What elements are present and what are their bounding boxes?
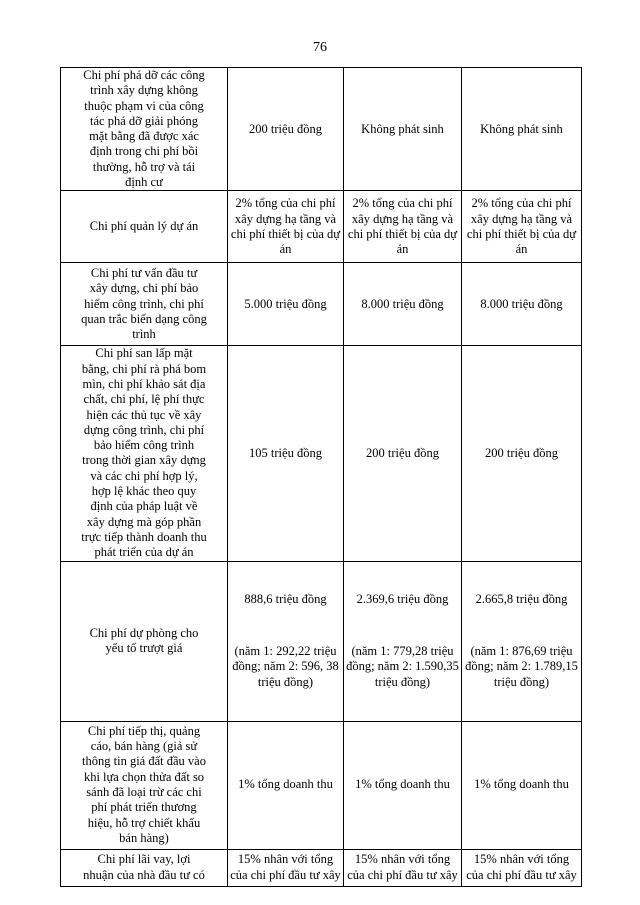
value-cell-option-2: Không phát sinh — [344, 68, 462, 191]
cost-item-cell: Chi phí tư vấn đầu tư xây dựng, chi phí bảo hiểm công trình, chi phí quan trắc biến dạng công trình — [61, 263, 228, 346]
page-number: 76 — [313, 40, 327, 55]
value-cell-option-3: 1% tổng doanh thu — [462, 721, 582, 849]
value-cell-option-3: 2% tổng của chi phí xây dựng hạ tầng và chi phí thiết bị của dự án — [462, 191, 582, 263]
table-row — [61, 68, 582, 191]
cost-item-cell: Chi phí quản lý dự án — [61, 191, 228, 263]
contingency-amount: 2.665,8 triệu đồng — [475, 592, 568, 607]
value-cell-option-3: 200 triệu đồng — [462, 346, 582, 561]
contingency-detail: (năm 1: 292,22 triệu đồng; năm 2: 596, 38 triệu đồng) — [232, 644, 339, 689]
cost-item-cell: Chi phí tiếp thị, quảng cáo, bán hàng (giả sử thông tin giá đất đầu vào khi lựa chọn thửa đất so sánh đã loại trừ các chi phí phát triển thương hiệu, hỗ trợ chiết khấu bán hàng) — [61, 721, 228, 849]
value-cell-option-1: 2% tổng của chi phí xây dựng hạ tầng và chi phí thiết bị của dự án — [228, 191, 344, 263]
value-cell-option-1 — [228, 561, 344, 721]
contingency-detail: (năm 1: 876,69 triệu đồng; năm 2: 1.789,15 triệu đồng) — [465, 644, 578, 689]
value-cell-option-2: 8.000 triệu đồng — [344, 263, 462, 346]
table-row — [61, 721, 582, 849]
value-cell-option-1: 1% tổng doanh thu — [228, 721, 344, 849]
value-cell-option-2: 15% nhân với tổng của chi phí đầu tư xây — [344, 849, 462, 886]
value-cell-option-3 — [462, 561, 582, 721]
table-row — [61, 263, 582, 346]
value-cell-option-2 — [344, 561, 462, 721]
cost-item-cell: Chi phí dự phòng cho yếu tố trượt giá — [61, 561, 228, 721]
value-cell-option-1: 15% nhân với tổng của chi phí đầu tư xây — [228, 849, 344, 886]
contingency-amount: 2.369,6 triệu đồng — [356, 592, 449, 607]
value-cell-option-3: 8.000 triệu đồng — [462, 263, 582, 346]
table-row — [61, 849, 582, 886]
value-cell-option-2: 200 triệu đồng — [344, 346, 462, 561]
value-cell-option-2: 2% tổng của chi phí xây dựng hạ tầng và chi phí thiết bị của dự án — [344, 191, 462, 263]
contingency-detail: (năm 1: 779,28 triệu đồng; năm 2: 1.590,35 triệu đồng) — [346, 644, 459, 689]
cost-item-cell: Chi phí lãi vay, lợi nhuận của nhà đầu tư có — [61, 849, 228, 886]
contingency-amount: 888,6 triệu đồng — [244, 592, 327, 607]
value-cell-option-1: 5.000 triệu đồng — [228, 263, 344, 346]
cost-item-cell: Chi phí san lấp mặt bằng, chi phí rà phá bom mìn, chi phí khảo sát địa chất, chi phí, lệ phí thực hiện các thủ tục về xây dựng công trình, chi phí bảo hiểm công trình trong thời gian xây dựng và các chi phí hợp lý, hợp lệ khác theo quy định của pháp luật về xây dựng mà góp phần trực tiếp thành doanh thu phát triển của dự án — [61, 346, 228, 561]
value-cell-option-3: 15% nhân với tổng của chi phí đầu tư xây — [462, 849, 582, 886]
cost-item-cell: Chi phí phá dỡ các công trình xây dựng không thuộc phạm vi của công tác phá dỡ giải phóng mặt bằng đã được xác định trong chi phí bồi thường, hỗ trợ và tái định cư — [61, 68, 228, 191]
table-row — [61, 561, 582, 721]
cost-table — [60, 67, 582, 887]
value-cell-option-2: 1% tổng doanh thu — [344, 721, 462, 849]
value-cell-option-1: 200 triệu đồng — [228, 68, 344, 191]
table-row — [61, 346, 582, 561]
value-cell-option-3: Không phát sinh — [462, 68, 582, 191]
value-cell-option-1: 105 triệu đồng — [228, 346, 344, 561]
table-row — [61, 191, 582, 263]
